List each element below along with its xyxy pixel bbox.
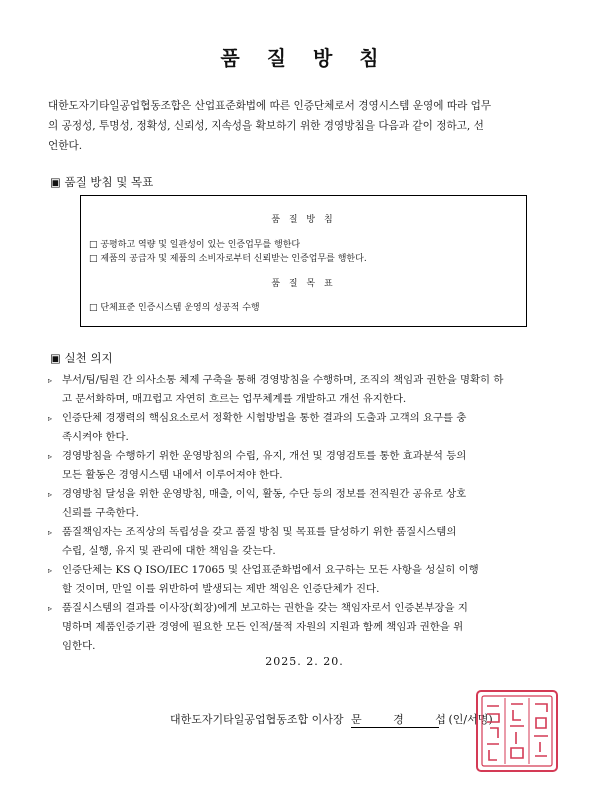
list-item-line: 고 문서화하며, 매끄럽고 자연히 흐르는 업무체계를 개발하고 개선 유지한다. bbox=[62, 393, 407, 405]
list-item bbox=[48, 599, 564, 656]
list-item-line: 족시켜야 한다. bbox=[62, 431, 129, 443]
document-date: 2025. 2. 20. bbox=[265, 655, 344, 668]
intro-paragraph bbox=[48, 96, 564, 156]
seal-note: (인/서명) bbox=[448, 713, 493, 726]
list-item-line: 할 것이며, 만일 이를 위반하여 발생되는 제반 책임은 인증단체가 진다. bbox=[62, 583, 380, 595]
list-item-line: 인증단체 경쟁력의 핵심요소로서 정확한 시험방법을 통한 결과의 도출과 고객의 요구를 충 bbox=[62, 412, 467, 424]
section-heading-practice: ▣ 실천 의지 bbox=[50, 351, 113, 365]
list-item bbox=[48, 371, 564, 409]
intro-line: 대한도자기타일공업협동조합은 산업표준화법에 따른 인증단체로서 경영시스템 운영에 따라 업무 bbox=[48, 100, 492, 112]
list-item-line: 수립, 실행, 유지 및 관리에 대한 책임을 갖는다. bbox=[62, 545, 276, 557]
list-item-line: 임한다. bbox=[62, 640, 96, 652]
triangle-bullet-icon: ▹ bbox=[48, 528, 53, 537]
policy-item: □ 제품의 공급자 및 제품의 소비자로부터 신뢰받는 인증업무를 행한다. bbox=[89, 254, 367, 264]
list-item-line: 경영방침을 수행하기 위한 운영방침의 수립, 유지, 개선 및 경영검토를 통한 효과분석 등의 bbox=[62, 450, 467, 462]
list-item bbox=[48, 447, 564, 485]
triangle-bullet-icon: ▹ bbox=[48, 376, 53, 385]
policy-box bbox=[80, 195, 527, 327]
official-seal-icon bbox=[474, 688, 560, 774]
intro-line: 의 공정성, 투명성, 정확성, 신뢰성, 지속성을 확보하기 위한 경영방침을 다음과 같이 정하고, 선 bbox=[48, 120, 484, 132]
triangle-bullet-icon: ▹ bbox=[48, 566, 53, 575]
signer-name: 문 경 섭 bbox=[351, 713, 460, 726]
list-item-line: 경영방침 달성을 위한 운영방침, 매출, 이익, 활동, 수단 등의 정보를 전직원간 공유로 상호 bbox=[62, 488, 467, 500]
list-item-line: 모든 활동은 경영시스템 내에서 이루어져야 한다. bbox=[62, 469, 283, 481]
goal-item: □ 단체표준 인증시스템 운영의 성공적 수행 bbox=[89, 303, 260, 313]
policy-title: 품 질 방 침 bbox=[271, 215, 336, 225]
list-item-line: 품질시스템의 결과를 이사장(회장)에게 보고하는 권한을 갖는 책임자로서 인증본부장을 지 bbox=[62, 602, 468, 614]
list-item-line: 품질책임자는 조직상의 독립성을 갖고 품질 방침 및 목표를 달성하기 위한 품질시스템의 bbox=[62, 526, 457, 538]
signature-line bbox=[170, 711, 493, 728]
page-title: 품 질 방 침 bbox=[220, 46, 389, 70]
goal-title: 품 질 목 표 bbox=[271, 279, 336, 289]
list-item bbox=[48, 409, 564, 447]
practice-list bbox=[48, 371, 564, 656]
list-item-line: 인증단체는 KS Q ISO/IEC 17065 및 산업표준화법에서 요구하는 모든 사항을 성실히 이행 bbox=[62, 564, 479, 576]
policy-item: □ 공평하고 역량 및 일관성이 있는 인증업무를 행한다 bbox=[89, 240, 301, 250]
list-item bbox=[48, 561, 564, 599]
list-item-line: 명하며 제품인증기관 경영에 필요한 모든 인적/물적 자원의 지원과 함께 책임과 권한을 위 bbox=[62, 621, 464, 633]
list-item-line: 부서/팀/팀원 간 의사소통 체제 구축을 통해 경영방침을 수행하며, 조직의 책임과 권한을 명확히 하 bbox=[62, 374, 504, 386]
triangle-bullet-icon: ▹ bbox=[48, 414, 53, 423]
triangle-bullet-icon: ▹ bbox=[48, 490, 53, 499]
intro-line: 언한다. bbox=[48, 140, 83, 152]
list-item bbox=[48, 523, 564, 561]
section-heading-policy: ▣ 품질 방침 및 목표 bbox=[50, 175, 154, 189]
triangle-bullet-icon: ▹ bbox=[48, 452, 53, 461]
list-item-line: 신뢰를 구축한다. bbox=[62, 507, 139, 519]
list-item bbox=[48, 485, 564, 523]
signer-title: 대한도자기타일공업협동조합 이사장 bbox=[170, 713, 344, 726]
triangle-bullet-icon: ▹ bbox=[48, 604, 53, 613]
